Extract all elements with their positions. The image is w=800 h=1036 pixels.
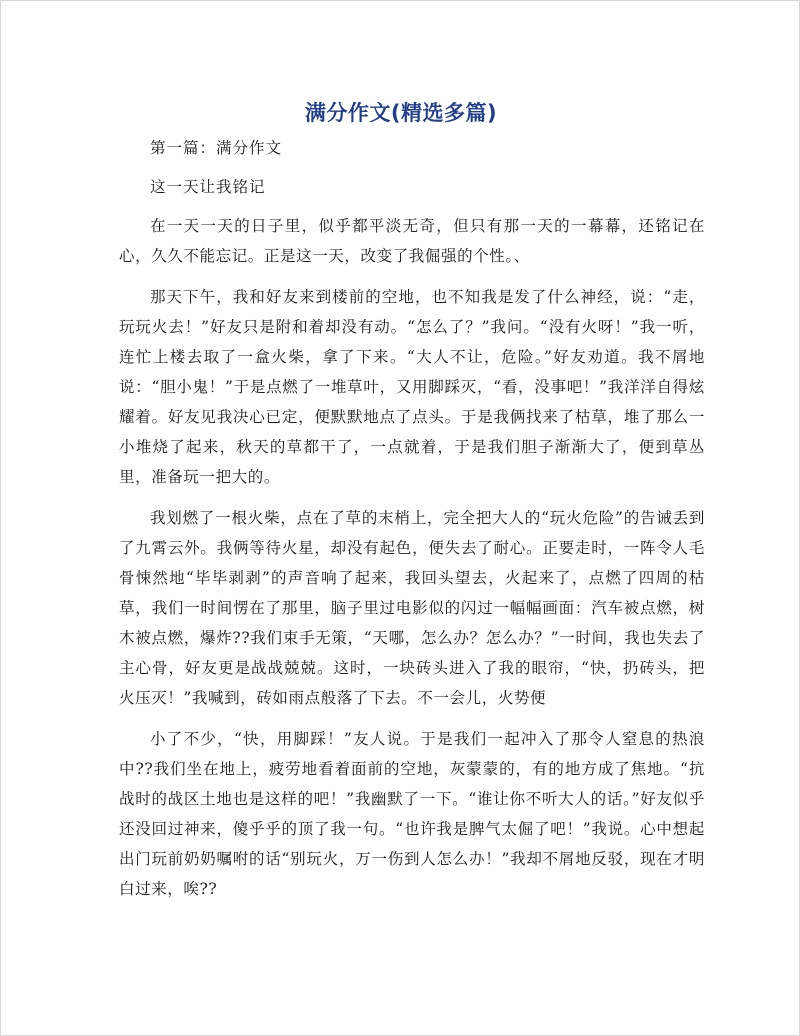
paragraph: 那天下午，我和好友来到楼前的空地，也不知我是发了什么神经，说：“走，玩玩火去！”好友只是附和着却没有动。“怎么了？”我问。“没有火呀！”我一听，连忙上楼去取了一盒火柴，拿了下来。“大人不让，危险。”好友劝道。我不屑地说：“胆小鬼！”于是点燃了一堆草叶，又用脚踩灭，“看，没事吧！”我洋洋自得炫耀着。好友见我决心已定，便默默地点了点头。于是我俩找来了枯草，堆了那么一小堆烧了起来，秋天的草都干了，一点就着，于是我们胆子渐渐大了，便到草丛里，准备玩一把大的。 <box>119 288 705 486</box>
document-title: 满分作文(精选多篇) <box>304 101 498 125</box>
section-heading: 第一篇：满分作文 <box>150 139 283 157</box>
essay-title: 这一天让我铭记 <box>150 178 266 196</box>
paragraph: 小了不少，“快，用脚踩！”友人说。于是我们一起冲入了那令人窒息的热浪中??我们坐在地上，疲劳地看着面前的空地，灰蒙蒙的，有的地方成了焦地。“抗战时的战区土地也是这样的吧！”我幽默了一下。“谁让你不听大人的话。”好友似乎还没回过神来，傻乎乎的顶了我一句。“也许我是脾气太倔了吧！”我说。心中想起出门玩前奶奶嘱咐的话“别玩火，万一伤到人怎么办！”我却不屑地反驳，现在才明白过来，唉?? <box>119 730 705 898</box>
paragraph: 在一天一天的日子里，似乎都平淡无奇，但只有那一天的一幕幕，还铭记在心，久久不能忘记。正是这一天，改变了我倔强的个性。、 <box>119 217 705 265</box>
document-body <box>119 133 705 915</box>
paragraph: 我划燃了一根火柴，点在了草的末梢上，完全把大人的“玩火危险”的告诫丢到了九霄云外。我俩等待火星，却没有起色，便失去了耐心。正要走时，一阵令人毛骨悚然地“毕毕剥剥”的声音响了起来，我回头望去，火起来了，点燃了四周的枯草，我们一时间愣在了那里，脑子里过电影似的闪过一幅幅画面：汽车被点燃，树木被点燃，爆炸??我们束手无策，“天哪，怎么办？怎么办？”一时间，我也失去了主心骨，好友更是战战兢兢。这时，一块砖头进入了我的眼帘，“快，扔砖头，把火压灭！”我喊到，砖如雨点般落了下去。不一会儿，火势便 <box>119 509 705 707</box>
